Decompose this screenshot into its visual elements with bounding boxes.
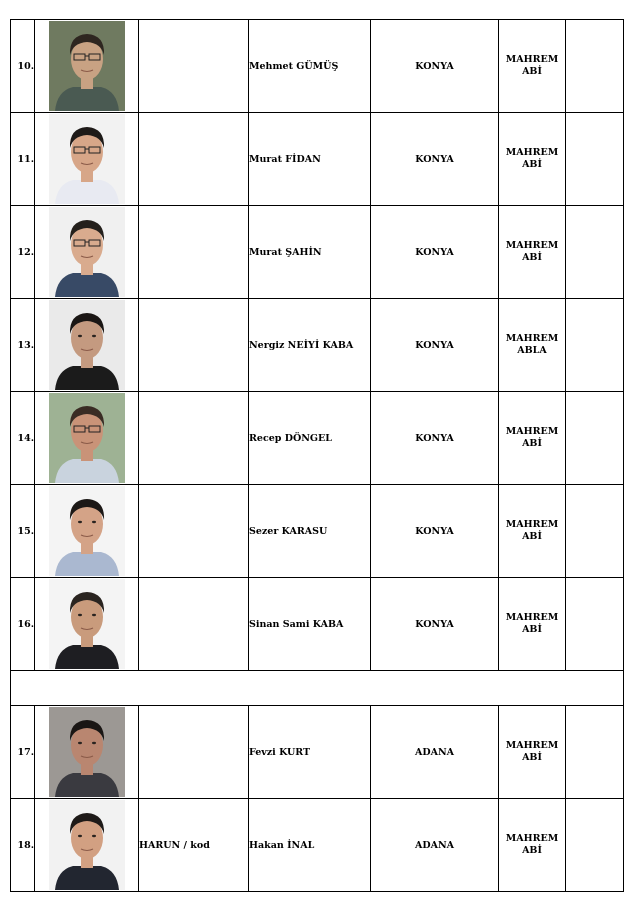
- alias-code: [139, 113, 249, 206]
- role-cell: [499, 485, 566, 578]
- photo-eye-left: [78, 614, 82, 616]
- empty-cell: [566, 485, 624, 578]
- person-photo: [49, 800, 125, 890]
- role-line-1: MAHREM: [505, 519, 559, 530]
- personnel-table-body: [11, 20, 624, 892]
- role-cell: [499, 706, 566, 799]
- photo-eye-right: [92, 335, 96, 337]
- person-photo: [49, 393, 125, 483]
- spacer-cell: [11, 671, 624, 706]
- photo-eye-right: [92, 742, 96, 744]
- empty-cell: [566, 392, 624, 485]
- role-cell: [499, 799, 566, 892]
- photo-cell: [35, 706, 139, 799]
- empty-cell: [566, 299, 624, 392]
- role-line-2: ABİ: [522, 531, 542, 542]
- role-line-2: ABİ: [522, 66, 542, 77]
- role-line-1: MAHREM: [505, 147, 559, 158]
- person-name: Hakan İNAL: [249, 799, 371, 892]
- empty-cell: [566, 113, 624, 206]
- role-cell: [499, 299, 566, 392]
- role-line-1: MAHREM: [505, 612, 559, 623]
- city: KONYA: [371, 578, 499, 671]
- photo-cell: [35, 113, 139, 206]
- city: KONYA: [371, 113, 499, 206]
- role-line-2: ABİ: [522, 438, 542, 449]
- role-line-2: ABİ: [522, 252, 542, 263]
- city: KONYA: [371, 206, 499, 299]
- alias-code: [139, 706, 249, 799]
- row-number: 14.: [11, 392, 35, 485]
- person-photo: [49, 21, 125, 111]
- empty-cell: [566, 706, 624, 799]
- alias-code: [139, 392, 249, 485]
- photo-cell: [35, 206, 139, 299]
- role-line-2: ABİ: [522, 159, 542, 170]
- photo-eye-right: [92, 521, 96, 523]
- role-line-1: MAHREM: [505, 740, 559, 751]
- photo-eye-right: [92, 614, 96, 616]
- city: KONYA: [371, 485, 499, 578]
- role-cell: [499, 392, 566, 485]
- photo-cell: [35, 485, 139, 578]
- person-photo: [49, 486, 125, 576]
- photo-cell: [35, 299, 139, 392]
- table-row: [11, 392, 624, 485]
- person-name: Sezer KARASU: [249, 485, 371, 578]
- photo-cell: [35, 20, 139, 113]
- role-cell: [499, 20, 566, 113]
- photo-eye-left: [78, 335, 82, 337]
- role-line-2: ABİ: [522, 845, 542, 856]
- spacer-row: [11, 671, 624, 706]
- role-line-1: MAHREM: [505, 240, 559, 251]
- photo-eye-left: [78, 835, 82, 837]
- city: KONYA: [371, 299, 499, 392]
- city: KONYA: [371, 392, 499, 485]
- person-photo: [49, 114, 125, 204]
- person-name: Mehmet GÜMÜŞ: [249, 20, 371, 113]
- role-line-2: ABLA: [517, 345, 547, 356]
- role-line-1: MAHREM: [505, 333, 559, 344]
- city: ADANA: [371, 799, 499, 892]
- role-cell: [499, 578, 566, 671]
- photo-cell: [35, 578, 139, 671]
- table-row: [11, 799, 624, 892]
- table-row: [11, 206, 624, 299]
- table-row: [11, 485, 624, 578]
- role-line-1: MAHREM: [505, 54, 559, 65]
- photo-cell: [35, 392, 139, 485]
- empty-cell: [566, 799, 624, 892]
- role-line-2: ABİ: [522, 624, 542, 635]
- personnel-table: [10, 19, 624, 892]
- photo-eye-right: [92, 835, 96, 837]
- person-name: Sinan Sami KABA: [249, 578, 371, 671]
- city: KONYA: [371, 20, 499, 113]
- alias-code: [139, 485, 249, 578]
- person-photo: [49, 579, 125, 669]
- row-number: 12.: [11, 206, 35, 299]
- role-line-2: ABİ: [522, 752, 542, 763]
- table-row: [11, 578, 624, 671]
- city: ADANA: [371, 706, 499, 799]
- table-row: [11, 20, 624, 113]
- photo-cell: [35, 799, 139, 892]
- empty-cell: [566, 20, 624, 113]
- alias-code: [139, 578, 249, 671]
- person-name: Murat FİDAN: [249, 113, 371, 206]
- person-name: Nergiz NEİYİ KABA: [249, 299, 371, 392]
- row-number: 18.: [11, 799, 35, 892]
- empty-cell: [566, 578, 624, 671]
- alias-code: [139, 206, 249, 299]
- person-name: Murat ŞAHİN: [249, 206, 371, 299]
- person-name: Recep DÖNGEL: [249, 392, 371, 485]
- row-number: 17.: [11, 706, 35, 799]
- row-number: 16.: [11, 578, 35, 671]
- person-photo: [49, 707, 125, 797]
- table-row: [11, 706, 624, 799]
- alias-code: HARUN / kod: [139, 799, 249, 892]
- person-photo: [49, 300, 125, 390]
- role-cell: [499, 113, 566, 206]
- photo-eye-left: [78, 521, 82, 523]
- role-line-1: MAHREM: [505, 426, 559, 437]
- role-line-1: MAHREM: [505, 833, 559, 844]
- empty-cell: [566, 206, 624, 299]
- person-photo: [49, 207, 125, 297]
- person-name: Fevzi KURT: [249, 706, 371, 799]
- table-row: [11, 299, 624, 392]
- alias-code: [139, 20, 249, 113]
- row-number: 15.: [11, 485, 35, 578]
- row-number: 10.: [11, 20, 35, 113]
- role-cell: [499, 206, 566, 299]
- photo-eye-left: [78, 742, 82, 744]
- row-number: 11.: [11, 113, 35, 206]
- row-number: 13.: [11, 299, 35, 392]
- table-row: [11, 113, 624, 206]
- alias-code: [139, 299, 249, 392]
